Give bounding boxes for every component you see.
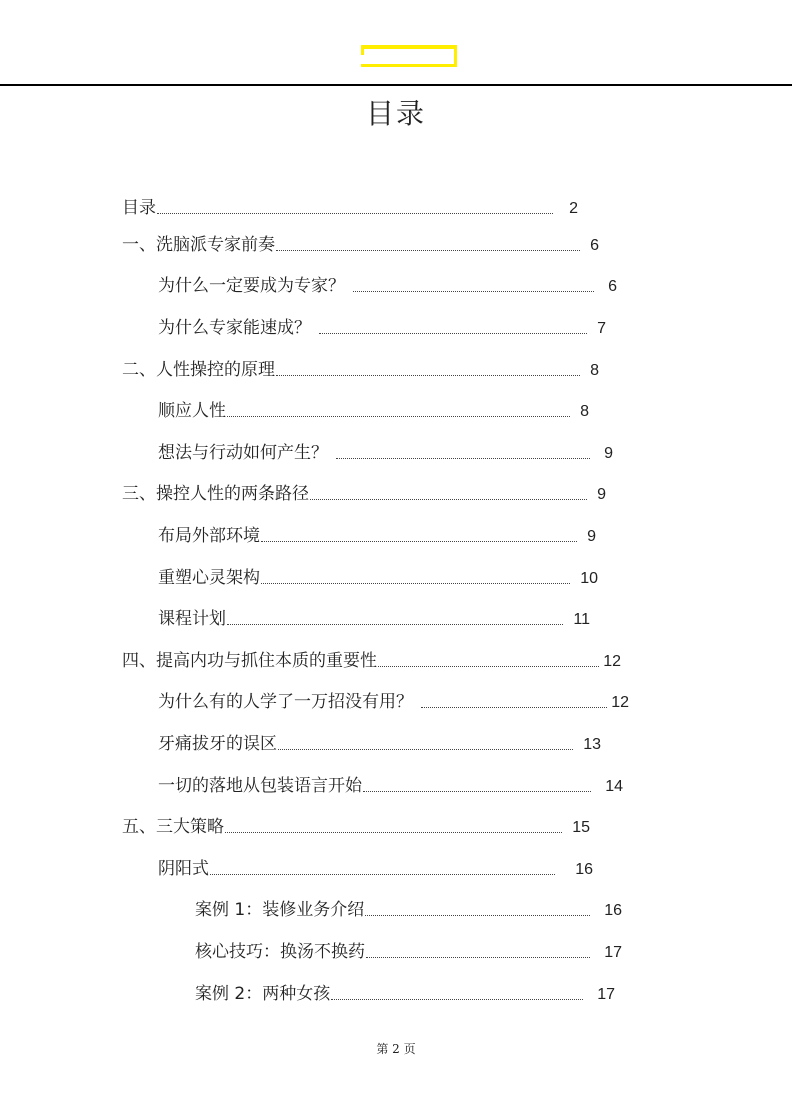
toc-page-number: 7 — [597, 320, 606, 337]
toc-entry[interactable] — [158, 566, 598, 590]
header-rule — [0, 84, 792, 86]
toc-entry-text: 重塑心灵架构 — [158, 568, 260, 588]
toc-entry[interactable] — [158, 524, 596, 548]
dot-leader — [331, 998, 583, 1000]
dot-leader — [378, 665, 599, 667]
toc-entry[interactable] — [158, 441, 613, 465]
dot-leader — [225, 831, 562, 833]
toc-page-number: 8 — [590, 362, 599, 379]
dot-leader — [276, 374, 580, 376]
dot-leader — [261, 582, 570, 584]
toc-entry[interactable] — [158, 274, 617, 298]
dot-leader — [278, 748, 573, 750]
toc-entry-text: 顺应人性 — [158, 401, 226, 421]
dot-leader — [261, 540, 577, 542]
toc-page-number: 13 — [583, 736, 601, 753]
toc-page-number: 6 — [608, 278, 617, 295]
toc-entry[interactable] — [195, 982, 615, 1006]
toc-entry[interactable] — [122, 482, 606, 506]
toc-entry-text: 四、提高内功与抓住本质的重要性 — [122, 651, 377, 671]
toc-entry[interactable] — [195, 940, 622, 964]
toc-entry[interactable] — [158, 607, 590, 631]
toc-entry-text: 为什么专家能速成？ — [158, 318, 311, 338]
toc-page-number: 16 — [604, 902, 622, 919]
toc-entry-text: 案例 1：装修业务介绍 — [195, 900, 365, 920]
toc-page-number: 14 — [605, 778, 623, 795]
dot-leader — [210, 873, 555, 875]
dot-leader — [336, 457, 590, 459]
toc-entry-text: 三、操控人性的两条路径 — [122, 484, 309, 504]
toc-page-number: 16 — [575, 861, 593, 878]
toc-page-number: 15 — [572, 819, 590, 836]
toc-entry-text: 阴阳式 — [158, 859, 209, 879]
toc-entry-text: 布局外部环境 — [158, 526, 260, 546]
toc-page-number: 12 — [603, 653, 621, 670]
header-highlight-box — [361, 45, 457, 67]
toc-entry-text: 想法与行动如何产生？ — [158, 443, 328, 463]
toc-entry[interactable] — [122, 358, 599, 382]
dot-leader — [276, 249, 580, 251]
toc-entry-text: 一、洗脑派专家前奏 — [122, 235, 275, 255]
toc-entry[interactable] — [195, 898, 622, 922]
toc-entry-text: 案例 2：两种女孩 — [195, 984, 331, 1004]
toc-entry[interactable] — [158, 690, 629, 714]
toc-page-number: 6 — [590, 237, 599, 254]
dot-leader — [157, 212, 553, 214]
toc-entry-text: 牙痛拔牙的误区 — [158, 734, 277, 754]
dot-leader — [421, 706, 607, 708]
toc-page-number: 2 — [569, 200, 578, 217]
toc-page-number: 17 — [597, 986, 615, 1003]
toc-page-number: 8 — [580, 403, 589, 420]
toc-page-number: 17 — [604, 944, 622, 961]
toc-entry[interactable] — [122, 649, 621, 673]
toc-entry[interactable] — [122, 233, 599, 257]
toc-entry[interactable] — [158, 316, 606, 340]
toc-entry-text: 课程计划 — [158, 609, 226, 629]
toc-page-number: 9 — [597, 486, 606, 503]
toc-title: 目录 — [365, 97, 426, 130]
toc-entry-text: 为什么有的人学了一万招没有用？ — [158, 692, 413, 712]
toc-entry-text: 一切的落地从包装语言开始 — [158, 776, 362, 796]
toc-page-number: 9 — [587, 528, 596, 545]
toc-entry-text: 核心技巧：换汤不换药 — [195, 942, 365, 962]
dot-leader — [227, 623, 563, 625]
dot-leader — [365, 914, 590, 916]
toc-page-number: 10 — [580, 570, 598, 587]
toc-entry[interactable] — [158, 399, 589, 423]
toc-page-number: 9 — [604, 445, 613, 462]
dot-leader — [310, 498, 587, 500]
toc-entry[interactable] — [122, 196, 578, 220]
toc-page-number: 11 — [573, 611, 590, 628]
dot-leader — [366, 956, 590, 958]
page-number-footer: 第 2 页 — [376, 1042, 416, 1056]
toc-entry-text: 为什么一定要成为专家？ — [158, 276, 345, 296]
dot-leader — [353, 290, 594, 292]
toc-entry[interactable] — [158, 857, 593, 881]
toc-entry-text: 二、人性操控的原理 — [122, 360, 275, 380]
toc-entry[interactable] — [158, 774, 623, 798]
dot-leader — [227, 415, 570, 417]
dot-leader — [363, 790, 591, 792]
toc-page-number: 12 — [611, 694, 629, 711]
toc-entry-text: 五、三大策略 — [122, 817, 224, 837]
toc-entry[interactable] — [122, 815, 590, 839]
toc-entry[interactable] — [158, 732, 601, 756]
dot-leader — [319, 332, 587, 334]
toc-entry-text: 目录 — [122, 198, 156, 218]
